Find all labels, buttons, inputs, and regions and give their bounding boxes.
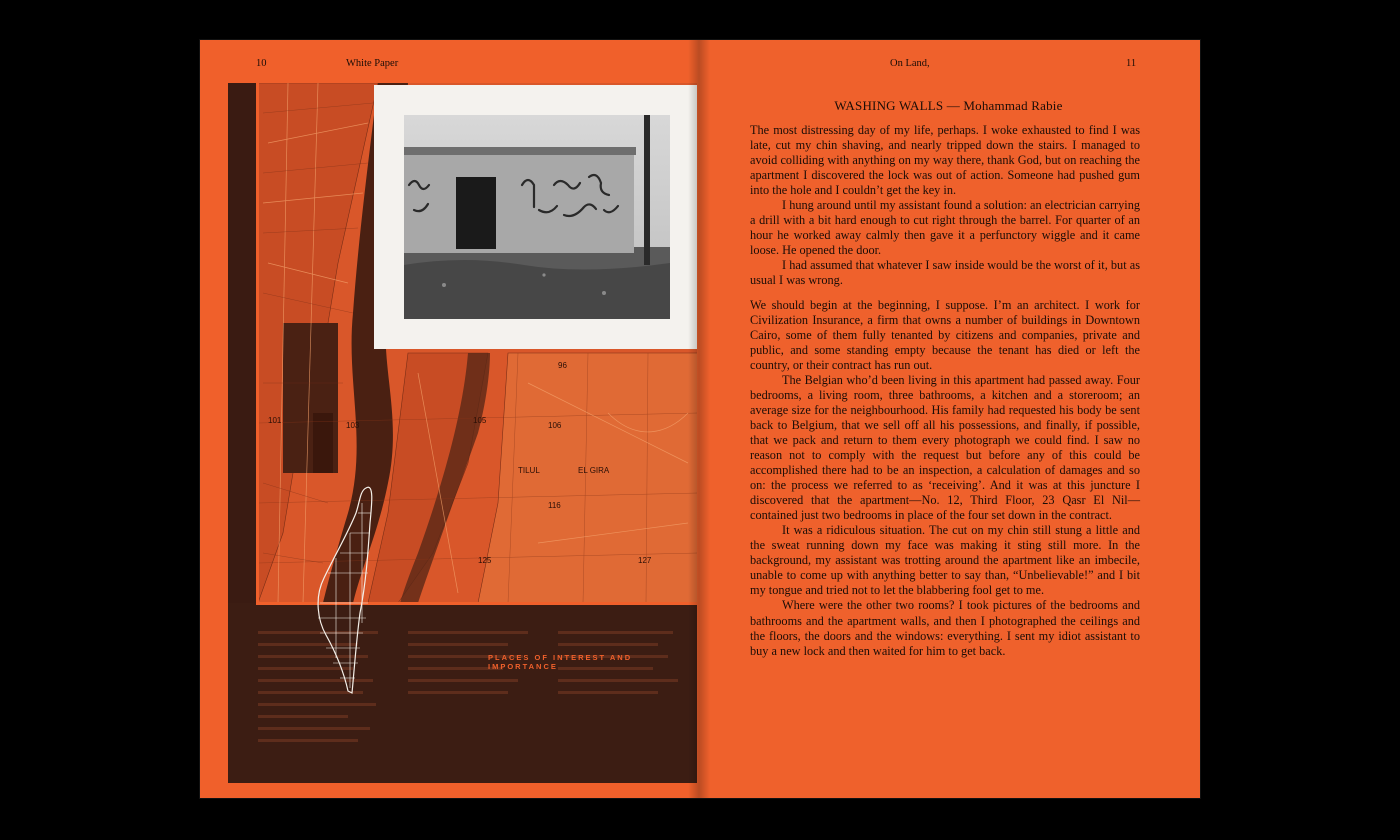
map-label: 116 bbox=[548, 501, 561, 510]
story-paragraph: The Belgian who’d been living in this apartment had passed away. Four bedrooms, a living room, three bathrooms, a kitchen and a storeroom; an average size for the neighbourhood. His family had requested his body be sent back to Belgium, that we sell off all his possessions, and finally, if possible, that we pack and return to them every photograph we could find. I saw no reason not to comply with the request but before any of this could be accomplished there had to be an inspection, a calculation of damages and so on: the process we referred to as ‘receiving’. And it was at this juncture I discovered that the apartment—No. 12, Third Floor, 23 Qasr El Nil—contained just two bedrooms in place of the four set down in the contract. bbox=[750, 372, 1140, 523]
wall-photograph bbox=[404, 115, 670, 319]
map-label: 105 bbox=[473, 416, 487, 425]
story-paragraph: We should begin at the beginning, I suppose. I’m an architect. I work for Civilization Insurance, a firm that owns a number of buildings in Downtown Cairo, some of them fully tenanted by citizens and companies, private and public, and some standing empty because the tenant has died or left the country, or their contract has run out. bbox=[750, 297, 1140, 372]
right-running-title: On Land, bbox=[890, 58, 930, 69]
photo-frame bbox=[374, 85, 697, 349]
story-paragraph: The most distressing day of my life, perhaps. I woke exhausted to find I was late, cut my chin shaving, and nearly tripped down the stairs. I managed to avoid colliding with anything on my way there, thank God, but on reaching the apartment I discovered the lock was out of action. Someone had pushed gum into the hole and I couldn’t get the key in. bbox=[750, 123, 1140, 198]
story-paragraph: It was a ridiculous situation. The cut on my chin still stung a little and the sweat running down my face was making it sting still more. In the background, my assistant was trotting around the apartment like an imbecile, unable to come up with anything better to say than, “Unbelievable!” and I bit my tongue and tried not to let the blabbering fool get to me. bbox=[750, 523, 1140, 598]
story-paragraph: Where were the other two rooms? I took pictures of the bedrooms and bathrooms and the apartment walls, and then I photographed the ceilings and the floors, the doors and the windows: everything. I sent my idiot assistant to buy a new lock and then waited for him to get back. bbox=[750, 598, 1140, 658]
story-title: WASHING WALLS — Mohammad Rabie bbox=[834, 98, 1063, 113]
map-label: 101 bbox=[268, 416, 282, 425]
magazine-spread bbox=[200, 40, 1200, 798]
map-label: 103 bbox=[346, 421, 360, 430]
story-body bbox=[750, 123, 1140, 659]
map-caption: PLACES OF INTEREST AND IMPORTANCE bbox=[488, 653, 633, 671]
map-label: TILUL bbox=[518, 466, 540, 475]
right-page bbox=[697, 40, 1200, 798]
map-label: 96 bbox=[558, 361, 567, 370]
map-label: 125 bbox=[478, 556, 492, 565]
left-running-title: White Paper bbox=[346, 58, 399, 69]
map-label: EL GIRA bbox=[578, 466, 610, 475]
left-page bbox=[200, 40, 697, 798]
right-page-number: 11 bbox=[1126, 58, 1137, 69]
story-paragraph: I had assumed that whatever I saw inside would be the worst of it, but as usual I was wrong. bbox=[750, 258, 1140, 288]
left-page-number: 10 bbox=[256, 58, 267, 69]
story-paragraph: I hung around until my assistant found a solution: an electrician carrying a drill with a bit hard enough to cut right through the barrel. For quarter of an hour he worked away calmly then gave it a perfunctory wiggle and it came loose. He opened the door. bbox=[750, 198, 1140, 258]
map-label: 106 bbox=[548, 421, 562, 430]
map-label: 127 bbox=[638, 556, 652, 565]
